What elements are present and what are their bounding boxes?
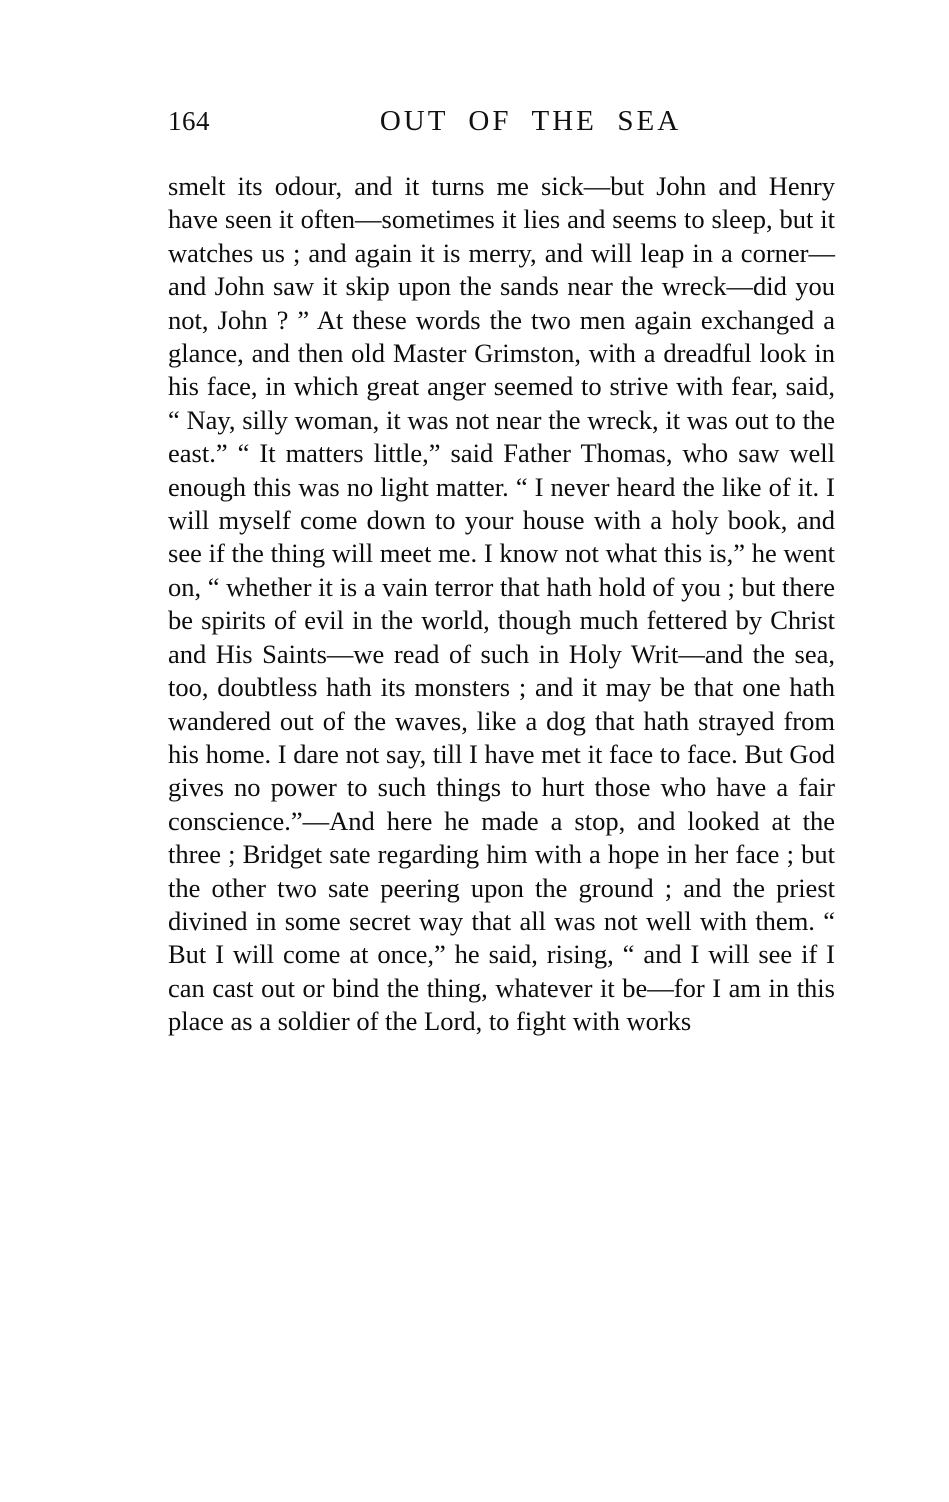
page-header	[168, 105, 833, 145]
body-text-block	[168, 170, 835, 1039]
running-head-title: OUT OF THE SEA	[379, 105, 682, 137]
page-number: 164	[168, 106, 210, 136]
paragraph: smelt its odour, and it turns me sick—but John and Henry have seen it often—sometimes it lies and seems to sleep, but it watches us ; and again it is merry, and will leap in a corner—and John saw it skip upon the sands near the wreck—did you not, John ? ” At these words the two men again exchanged a glance, and then old Master Grimston, with a dreadful look in his face, in which great anger seemed to strive with fear, said, “ Nay, silly woman, it was not near the wreck, it was out to the east.” “ It matters little,” said Father Thomas, who saw well enough this was no light matter. “ I never heard the like of it. I will myself come down to your house with a holy book, and see if the thing will meet me. I know not what this is,” he went on, “ whether it is a vain terror that hath hold of you ; but there be spirits of evil in the world, though much fettered by Christ and His Saints—we read of such in Holy Writ—and the sea, too, doubtless hath its monsters ; and it may be that one hath wandered out of the waves, like a dog that hath strayed from his home. I dare not say, till I have met it face to face. But God gives no power to such things to hurt those who have a fair conscience.”—And here he made a stop, and looked at the three ; Bridget sate regarding him with a hope in her face ; but the other two sate peering upon the ground ; and the priest divined in some secret way that all was not well with them. “ But I will come at once,” he said, rising, “ and I will see if I can cast out or bind the thing, whatever it be—for I am in this place as a soldier of the Lord, to fight with works	[168, 171, 835, 1037]
